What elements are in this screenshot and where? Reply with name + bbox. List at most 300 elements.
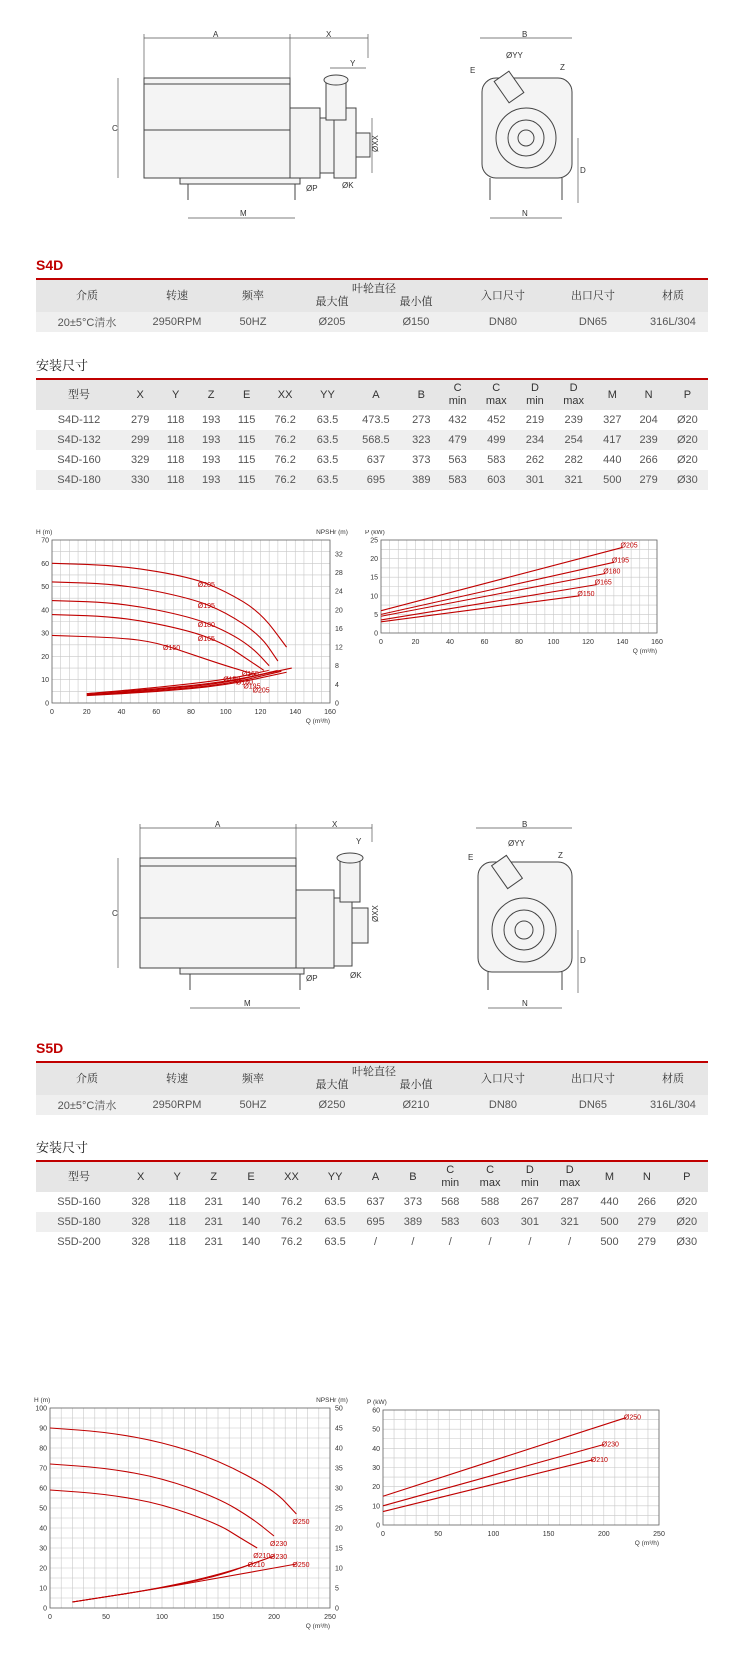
dim-header [394,1161,431,1192]
dim-header-main: P [683,1170,691,1183]
x-tick-label: 20 [82,709,91,716]
dim-header-main: YY [320,388,335,401]
y2-tick-label: 5 [335,1585,339,1593]
x-tick-label: 200 [597,1531,610,1538]
series-label: Ø150 [577,590,595,598]
y2-tick-label: 8 [335,663,339,671]
y-tick-label: 30 [39,1545,47,1553]
s5d-head-chart [20,1388,365,1648]
y-axis-label: H (m) [36,529,53,536]
dim-cell: 63.5 [306,450,348,470]
dim-cell: 63.5 [313,1232,357,1252]
dim-header [306,379,348,410]
model-cell: S5D-180 [36,1212,122,1232]
dim-header-main: XX [284,1170,299,1183]
dim-header-main: M [604,1170,615,1183]
dim-cell: Ø20 [666,1192,708,1212]
dim-cell: 193 [193,410,229,430]
s4d-head-chart [20,520,360,735]
dim-cell: 118 [158,410,193,430]
spec-outlet: DN65 [548,1095,638,1115]
dim-header [628,1161,665,1192]
s4d-dim-table [36,378,708,490]
dim-header-main: E [242,388,251,401]
y-tick-label: 80 [39,1445,47,1453]
y2-tick-label: 50 [335,1405,343,1413]
dim-cell: 568.5 [349,430,403,450]
y2-tick-label: 15 [335,1545,343,1553]
x-tick-label: 60 [480,639,489,646]
spec-medium: 20±5°C清水 [36,1095,138,1115]
spec-header-medium: 介质 [36,279,138,312]
dim-cell: / [394,1232,431,1252]
spec-header-material: 材质 [638,1062,708,1095]
series-label: Ø210 [590,1456,608,1464]
y-tick-label: 10 [41,677,49,685]
dim-header-main: Z [207,388,215,401]
dim-header-sub: max [479,1177,501,1189]
spec-inlet: DN80 [458,312,548,332]
s5d-front-drawing [458,818,598,1018]
y-tick-label: 40 [372,1445,380,1453]
y-tick-label: 50 [41,584,49,592]
dim-cell: 266 [628,1192,665,1212]
y-tick-label: 50 [39,1505,47,1513]
s5d-install-title: 安装尺寸 [36,1141,89,1156]
dim-cell: 287 [549,1192,591,1212]
series-label: Ø150 [163,645,181,653]
dim-cell: 327 [594,410,630,430]
dim-header-main: B [417,388,425,401]
spec-header-outlet: 出口尺寸 [548,279,638,312]
x-tick-label: 40 [446,639,454,646]
dim-cell: 204 [630,410,666,430]
dim-header [232,1161,269,1192]
model-cell: S4D-132 [36,430,122,450]
table-row [36,1192,708,1212]
x-axis-label: Q (m³/h) [634,1540,659,1547]
dim-header-main: D [525,1164,534,1176]
y2-tick-label: 28 [335,570,343,578]
spec-medium: 20±5°C清水 [36,312,138,332]
series-label: Ø210 [253,1553,271,1560]
dim-header [594,379,630,410]
dim-cell: 63.5 [306,410,348,430]
dim-header-main: C [453,382,462,394]
y2-tick-label: 16 [335,625,343,633]
y-tick-label: 40 [39,1525,47,1533]
dim-cell: 234 [517,430,553,450]
dim-cell: 583 [432,1212,469,1232]
dim-header-main: C [492,382,501,394]
x-tick-label: 120 [582,639,594,646]
y-tick-label: 20 [370,556,378,564]
dim-header-main: E [247,1170,255,1183]
spec-header-impeller-label: 叶轮直径 [351,1066,396,1078]
label-y: Y [356,837,362,846]
x-tick-label: 40 [117,709,126,716]
dim-cell: 323 [403,430,439,450]
y-tick-label: 10 [370,593,378,601]
dim-cell: 63.5 [313,1212,357,1232]
dim-cell: 373 [394,1192,431,1212]
spec-outlet: DN65 [548,312,638,332]
dim-header-sub: min [526,395,544,407]
dim-header-main: A [372,388,380,401]
dim-header-main: N [644,388,653,401]
s4d-spec-table [36,278,708,332]
dim-cell: / [469,1232,511,1252]
y-tick-label: 15 [370,574,378,582]
spec-header-impeller [290,279,458,312]
dim-cell: 389 [394,1212,431,1232]
spec-header-speed: 转速 [138,279,216,312]
dim-header-sub: max [563,395,585,407]
x-tick-label: 250 [653,1531,665,1538]
label-e: E [468,853,474,862]
dim-cell: Ø30 [667,470,708,490]
dim-cell: 500 [594,470,630,490]
y2-tick-label: 30 [335,1485,343,1493]
dim-header-main: D [530,382,539,394]
label-m: M [244,999,251,1008]
dim-header [403,379,439,410]
dim-header-sub: min [441,1177,460,1189]
x-tick-label: 20 [411,639,420,646]
dim-header [511,1161,548,1192]
y2-axis-label: NPSHr (m) [316,529,348,536]
series-label: Ø165 [594,579,612,587]
label-n: N [522,999,528,1008]
x-axis-label: Q (m³/h) [305,718,330,725]
y-tick-label: 90 [39,1425,47,1433]
x-tick-label: 160 [324,709,336,716]
y2-tick-label: 24 [335,588,343,596]
dim-cell: 140 [232,1232,269,1252]
label-a: A [215,820,221,829]
dim-cell: 193 [193,430,229,450]
spec-impeller-max: Ø250 [290,1095,374,1115]
dim-header-main: C [446,1164,455,1176]
dim-header-main: M [607,388,617,401]
spec-material: 316L/304 [638,312,708,332]
x-tick-label: 60 [152,709,161,716]
series-label: Ø250 [292,1562,310,1569]
dim-header [229,379,264,410]
dim-cell: 500 [591,1212,628,1232]
table-row [36,1232,708,1252]
dim-cell: 193 [193,470,229,490]
dim-header-main: A [371,1170,380,1183]
dim-cell: 500 [591,1232,628,1252]
label-c: C [112,124,118,133]
x-tick-label: 160 [651,639,663,646]
label-c: C [112,909,118,918]
dim-header [549,1161,591,1192]
y-tick-label: 60 [39,1485,47,1493]
spec-speed: 2950RPM [138,312,216,332]
dim-cell: / [432,1232,469,1252]
y-tick-label: 0 [376,1522,380,1530]
series-label: Ø230 [601,1441,619,1449]
dim-cell: 76.2 [264,410,306,430]
dim-header-sub: max [485,395,507,407]
dim-header [158,379,193,410]
x-tick-label: 100 [487,1531,500,1538]
dim-header-main: P [683,388,692,401]
series-label: Ø230 [270,1554,288,1561]
dim-header-main: C [486,1164,495,1176]
series-label: Ø180 [197,621,215,629]
dim-cell: 583 [439,470,475,490]
x-tick-label: 80 [187,709,195,716]
dim-cell: 637 [357,1192,394,1212]
y2-tick-label: 40 [335,1445,343,1453]
dim-header [122,1161,159,1192]
spec-header-frequency: 频率 [216,279,290,312]
dim-cell: 262 [517,450,553,470]
dim-cell: 329 [122,450,158,470]
y-tick-label: 30 [372,1465,380,1472]
series-line [52,635,257,675]
spec-frequency: 50HZ [216,1095,290,1115]
dim-cell: 695 [357,1212,394,1232]
y2-tick-label: 10 [335,1565,343,1573]
y-tick-label: 10 [39,1585,47,1593]
dim-cell: 301 [511,1212,548,1232]
dim-cell: 140 [232,1192,269,1212]
series-label: Ø195 [197,603,215,611]
dim-cell: 440 [591,1192,628,1212]
model-cell: S4D-180 [36,470,122,490]
dim-header-main: B [409,1170,417,1183]
label-p: ØP [306,184,318,193]
series-label: Ø205 [620,542,638,550]
series-line [381,596,579,622]
label-e: E [470,66,476,75]
dim-cell: 115 [229,410,264,430]
series-label: Ø250 [623,1414,642,1422]
x-axis-label: Q (m³/h) [305,1623,330,1630]
dim-cell: 193 [193,450,229,470]
dim-cell: / [549,1232,591,1252]
dim-cell: 301 [517,470,553,490]
dim-header [439,379,475,410]
dim-cell: Ø20 [666,1212,708,1232]
dim-cell: 563 [439,450,475,470]
series-label: Ø230 [270,1541,288,1548]
dim-cell: 76.2 [264,430,306,450]
y-axis-label: P (kW) [367,1399,387,1406]
dim-header [313,1161,357,1192]
spec-header-speed: 转速 [138,1062,216,1095]
series-label: Ø150 [223,676,241,684]
y-tick-label: 5 [374,611,378,619]
spec-material: 316L/304 [638,1095,708,1115]
spec-header-medium: 介质 [36,1062,138,1095]
dim-cell: 266 [630,450,666,470]
x-tick-label: 0 [48,1614,52,1621]
dim-cell: 328 [122,1232,159,1252]
x-tick-label: 150 [212,1614,224,1621]
dim-cell: 328 [122,1212,159,1232]
spec-header-outlet: 出口尺寸 [548,1062,638,1095]
dim-header-main: 型号 [68,1170,90,1183]
series-label: Ø165 [197,635,215,643]
dim-cell: 440 [594,450,630,470]
label-d: D [580,956,586,965]
y-tick-label: 25 [370,537,378,545]
dim-header [195,1161,232,1192]
dim-cell: 63.5 [306,470,348,490]
dim-header-main: Y [171,388,180,401]
dim-cell: 239 [553,410,594,430]
y2-tick-label: 32 [335,551,343,559]
spec-impeller-max: Ø205 [290,312,374,332]
dim-header-main: N [642,1170,651,1183]
dim-header [630,379,666,410]
y2-tick-label: 12 [335,644,343,652]
dim-header [357,1161,394,1192]
y-tick-label: 20 [39,1565,47,1573]
x-tick-label: 120 [254,709,267,716]
label-b: B [522,30,528,39]
dim-header [591,1161,628,1192]
dim-cell: 63.5 [306,430,348,450]
y-tick-label: 100 [35,1405,47,1413]
dim-header-sub: min [521,1177,539,1189]
label-m: M [240,209,247,218]
dim-cell: 231 [195,1192,232,1212]
y-tick-label: 50 [372,1426,380,1434]
dim-cell: 76.2 [264,450,306,470]
x-tick-label: 100 [219,709,232,716]
y2-tick-label: 45 [335,1425,343,1433]
table-row [36,410,708,430]
dim-cell: 118 [158,450,193,470]
dim-cell: 330 [122,470,158,490]
dim-cell: 76.2 [270,1212,314,1232]
dim-header-main: D [569,382,578,394]
y-tick-label: 30 [41,630,49,638]
dim-cell: 568 [432,1192,469,1212]
y2-tick-label: 25 [335,1505,343,1513]
dim-header-main: YY [327,1170,343,1183]
y-tick-label: 40 [41,607,49,615]
x-tick-label: 0 [381,1531,385,1538]
label-a: A [213,30,219,39]
dim-header [517,379,553,410]
x-tick-label: 100 [547,639,560,646]
s5d-side-drawing [110,818,400,1018]
y2-tick-label: 35 [335,1465,343,1473]
x-tick-label: 140 [616,639,629,646]
model-cell: S5D-160 [36,1192,122,1212]
y-tick-label: 70 [39,1465,47,1473]
dim-cell: Ø30 [666,1232,708,1252]
y2-axis-label: NPSHr (m) [316,1397,348,1404]
dim-cell: Ø20 [667,410,708,430]
x-tick-label: 50 [434,1531,443,1538]
y-tick-label: 60 [372,1407,380,1415]
dim-header [476,379,517,410]
label-x: X [332,820,338,829]
label-yy: ØYY [508,839,525,848]
dim-cell: 279 [630,470,666,490]
dim-header [469,1161,511,1192]
series-label: Ø165 [241,671,259,679]
y-axis-label: P (kW) [365,530,385,536]
dim-header-main: XX [277,388,293,401]
dim-cell: 63.5 [313,1192,357,1212]
s5d-dim-table [36,1160,708,1252]
dim-cell: 282 [553,450,594,470]
label-x: X [326,30,332,39]
dim-cell: 273 [403,410,439,430]
label-yy: ØYY [506,51,523,60]
dim-cell: 118 [159,1212,195,1232]
s4d-front-drawing [460,28,600,228]
dim-cell: 140 [232,1212,269,1232]
spec-header-frequency: 频率 [216,1062,290,1095]
x-tick-label: 0 [379,639,383,646]
dim-cell: 321 [553,470,594,490]
y-tick-label: 0 [374,630,378,638]
label-n: N [522,209,528,218]
y2-tick-label: 20 [335,1525,343,1533]
series-line [52,615,264,671]
dim-cell: 373 [403,450,439,470]
dim-header-main: X [137,1170,145,1183]
dim-cell: 76.2 [270,1192,314,1212]
table-row [36,1212,708,1232]
series-label: Ø210 [247,1562,265,1569]
dim-cell: 452 [476,410,517,430]
dim-cell: 231 [195,1232,232,1252]
s5d-power-chart [355,1388,685,1563]
dim-cell: 118 [159,1192,195,1212]
spec-header-impeller [290,1062,458,1095]
dim-cell: 118 [158,470,193,490]
dim-cell: 115 [229,470,264,490]
series-label: Ø205 [252,687,270,695]
spec-header-impeller-min: 最小值 [399,296,433,308]
dim-cell: / [357,1232,394,1252]
y-axis-label: H (m) [34,1397,51,1404]
series-label: Ø250 [292,1519,310,1526]
spec-frequency: 50HZ [216,312,290,332]
dim-cell: 432 [439,410,475,430]
x-tick-label: 150 [542,1531,555,1538]
dim-cell: 279 [628,1212,665,1232]
dim-cell: 637 [349,450,403,470]
series-label: Ø195 [243,683,261,691]
y-tick-label: 10 [372,1503,380,1511]
series-line [50,1490,257,1548]
table-row [36,430,708,450]
spec-header-impeller-max: 最大值 [315,1079,349,1091]
x-tick-label: 250 [324,1614,336,1621]
label-b: B [522,820,528,829]
dim-header [36,379,122,410]
spec-impeller-min: Ø150 [374,312,458,332]
x-axis-label: Q (m³/h) [632,648,657,655]
y2-tick-label: 0 [335,1605,339,1613]
dim-cell: 499 [476,430,517,450]
label-z: Z [560,63,565,72]
s5d-series-title: S5D [36,1040,64,1056]
label-xx: ØXX [371,905,380,922]
